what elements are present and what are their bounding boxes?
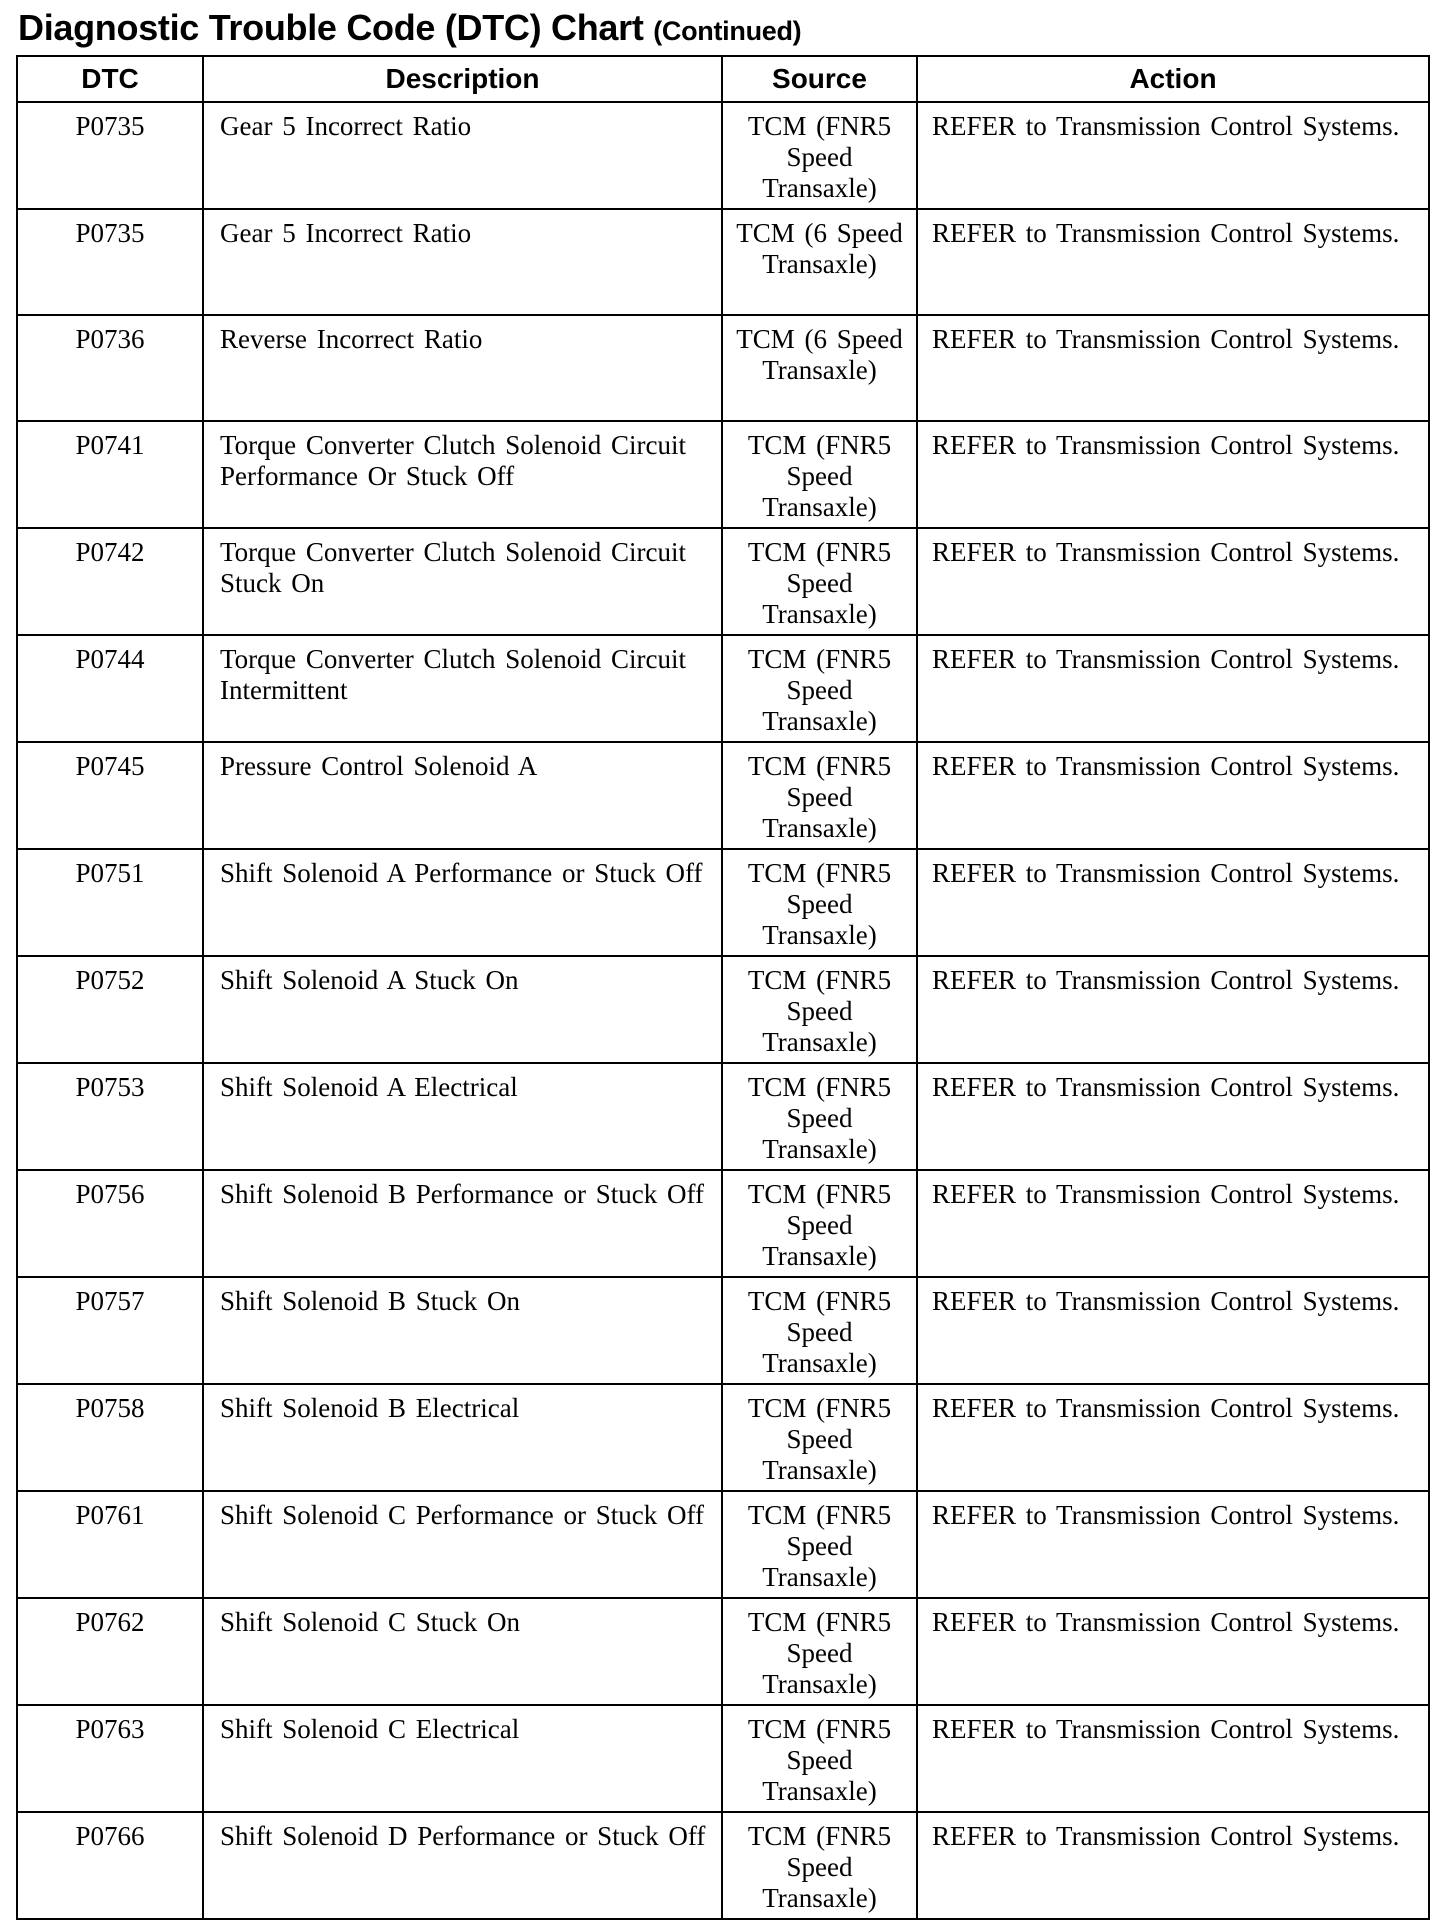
source-cell: TCM (FNR5 Speed Transaxle) bbox=[722, 1705, 917, 1812]
source-cell: TCM (FNR5 Speed Transaxle) bbox=[722, 102, 917, 209]
table-header-row bbox=[17, 56, 1429, 102]
dtc-code-cell: P0753 bbox=[17, 1063, 203, 1170]
description-cell: Shift Solenoid A Stuck On bbox=[203, 956, 722, 1063]
description-cell: Shift Solenoid B Electrical bbox=[203, 1384, 722, 1491]
dtc-code-cell: P0763 bbox=[17, 1705, 203, 1812]
column-header-description: Description bbox=[203, 56, 722, 102]
action-cell: REFER to Transmission Control Systems. bbox=[917, 102, 1429, 209]
table-row bbox=[17, 849, 1429, 956]
action-cell: REFER to Transmission Control Systems. bbox=[917, 742, 1429, 849]
description-cell: Gear 5 Incorrect Ratio bbox=[203, 102, 722, 209]
dtc-code-cell: P0751 bbox=[17, 849, 203, 956]
description-cell: Shift Solenoid C Stuck On bbox=[203, 1598, 722, 1705]
dtc-code-cell: P0757 bbox=[17, 1277, 203, 1384]
source-cell: TCM (FNR5 Speed Transaxle) bbox=[722, 1170, 917, 1277]
source-cell: TCM (FNR5 Speed Transaxle) bbox=[722, 1598, 917, 1705]
source-cell: TCM (FNR5 Speed Transaxle) bbox=[722, 1812, 917, 1919]
description-cell: Shift Solenoid D Performance or Stuck Off bbox=[203, 1812, 722, 1919]
page-title-suffix: (Continued) bbox=[653, 16, 802, 46]
table-row bbox=[17, 1170, 1429, 1277]
source-cell: TCM (FNR5 Speed Transaxle) bbox=[722, 1063, 917, 1170]
column-header-action: Action bbox=[917, 56, 1429, 102]
dtc-code-cell: P0745 bbox=[17, 742, 203, 849]
table-row bbox=[17, 1491, 1429, 1598]
source-cell: TCM (FNR5 Speed Transaxle) bbox=[722, 956, 917, 1063]
table-row bbox=[17, 1384, 1429, 1491]
description-cell: Torque Converter Clutch Solenoid Circuit Performance Or Stuck Off bbox=[203, 421, 722, 528]
source-cell: TCM (6 Speed Transaxle) bbox=[722, 209, 917, 315]
source-cell: TCM (6 Speed Transaxle) bbox=[722, 315, 917, 421]
table-row bbox=[17, 209, 1429, 315]
action-cell: REFER to Transmission Control Systems. bbox=[917, 421, 1429, 528]
source-cell: TCM (FNR5 Speed Transaxle) bbox=[722, 1384, 917, 1491]
table-row bbox=[17, 1277, 1429, 1384]
action-cell: REFER to Transmission Control Systems. bbox=[917, 1598, 1429, 1705]
dtc-code-cell: P0756 bbox=[17, 1170, 203, 1277]
table-row bbox=[17, 635, 1429, 742]
source-cell: TCM (FNR5 Speed Transaxle) bbox=[722, 742, 917, 849]
dtc-code-cell: P0761 bbox=[17, 1491, 203, 1598]
description-cell: Gear 5 Incorrect Ratio bbox=[203, 209, 722, 315]
action-cell: REFER to Transmission Control Systems. bbox=[917, 1812, 1429, 1919]
description-cell: Shift Solenoid A Electrical bbox=[203, 1063, 722, 1170]
action-cell: REFER to Transmission Control Systems. bbox=[917, 1384, 1429, 1491]
action-cell: REFER to Transmission Control Systems. bbox=[917, 1277, 1429, 1384]
table-row bbox=[17, 315, 1429, 421]
action-cell: REFER to Transmission Control Systems. bbox=[917, 1705, 1429, 1812]
table-row bbox=[17, 956, 1429, 1063]
description-cell: Shift Solenoid A Performance or Stuck Off bbox=[203, 849, 722, 956]
action-cell: REFER to Transmission Control Systems. bbox=[917, 1063, 1429, 1170]
table-row bbox=[17, 1598, 1429, 1705]
action-cell: REFER to Transmission Control Systems. bbox=[917, 849, 1429, 956]
column-header-dtc: DTC bbox=[17, 56, 203, 102]
action-cell: REFER to Transmission Control Systems. bbox=[917, 1170, 1429, 1277]
source-cell: TCM (FNR5 Speed Transaxle) bbox=[722, 528, 917, 635]
table-row bbox=[17, 1812, 1429, 1919]
action-cell: REFER to Transmission Control Systems. bbox=[917, 315, 1429, 421]
dtc-code-cell: P0741 bbox=[17, 421, 203, 528]
dtc-code-cell: P0752 bbox=[17, 956, 203, 1063]
table-row bbox=[17, 1705, 1429, 1812]
table-row bbox=[17, 421, 1429, 528]
description-cell: Shift Solenoid B Performance or Stuck Off bbox=[203, 1170, 722, 1277]
action-cell: REFER to Transmission Control Systems. bbox=[917, 528, 1429, 635]
table-row bbox=[17, 1063, 1429, 1170]
action-cell: REFER to Transmission Control Systems. bbox=[917, 209, 1429, 315]
description-cell: Shift Solenoid C Performance or Stuck Off bbox=[203, 1491, 722, 1598]
description-cell: Torque Converter Clutch Solenoid Circuit Intermittent bbox=[203, 635, 722, 742]
description-cell: Shift Solenoid C Electrical bbox=[203, 1705, 722, 1812]
page-title-text: Diagnostic Trouble Code (DTC) Chart bbox=[18, 7, 644, 48]
dtc-code-cell: P0762 bbox=[17, 1598, 203, 1705]
dtc-table bbox=[16, 55, 1430, 1920]
source-cell: TCM (FNR5 Speed Transaxle) bbox=[722, 1277, 917, 1384]
table-row bbox=[17, 742, 1429, 849]
source-cell: TCM (FNR5 Speed Transaxle) bbox=[722, 849, 917, 956]
source-cell: TCM (FNR5 Speed Transaxle) bbox=[722, 1491, 917, 1598]
column-header-source: Source bbox=[722, 56, 917, 102]
page-title bbox=[18, 4, 801, 55]
action-cell: REFER to Transmission Control Systems. bbox=[917, 956, 1429, 1063]
dtc-code-cell: P0742 bbox=[17, 528, 203, 635]
dtc-code-cell: P0736 bbox=[17, 315, 203, 421]
action-cell: REFER to Transmission Control Systems. bbox=[917, 1491, 1429, 1598]
source-cell: TCM (FNR5 Speed Transaxle) bbox=[722, 421, 917, 528]
dtc-code-cell: P0735 bbox=[17, 209, 203, 315]
table-body bbox=[17, 102, 1429, 1919]
dtc-code-cell: P0758 bbox=[17, 1384, 203, 1491]
dtc-code-cell: P0766 bbox=[17, 1812, 203, 1919]
description-cell: Reverse Incorrect Ratio bbox=[203, 315, 722, 421]
dtc-code-cell: P0735 bbox=[17, 102, 203, 209]
description-cell: Shift Solenoid B Stuck On bbox=[203, 1277, 722, 1384]
source-cell: TCM (FNR5 Speed Transaxle) bbox=[722, 635, 917, 742]
dtc-code-cell: P0744 bbox=[17, 635, 203, 742]
description-cell: Torque Converter Clutch Solenoid Circuit Stuck On bbox=[203, 528, 722, 635]
action-cell: REFER to Transmission Control Systems. bbox=[917, 635, 1429, 742]
table-row bbox=[17, 528, 1429, 635]
description-cell: Pressure Control Solenoid A bbox=[203, 742, 722, 849]
table-row bbox=[17, 102, 1429, 209]
